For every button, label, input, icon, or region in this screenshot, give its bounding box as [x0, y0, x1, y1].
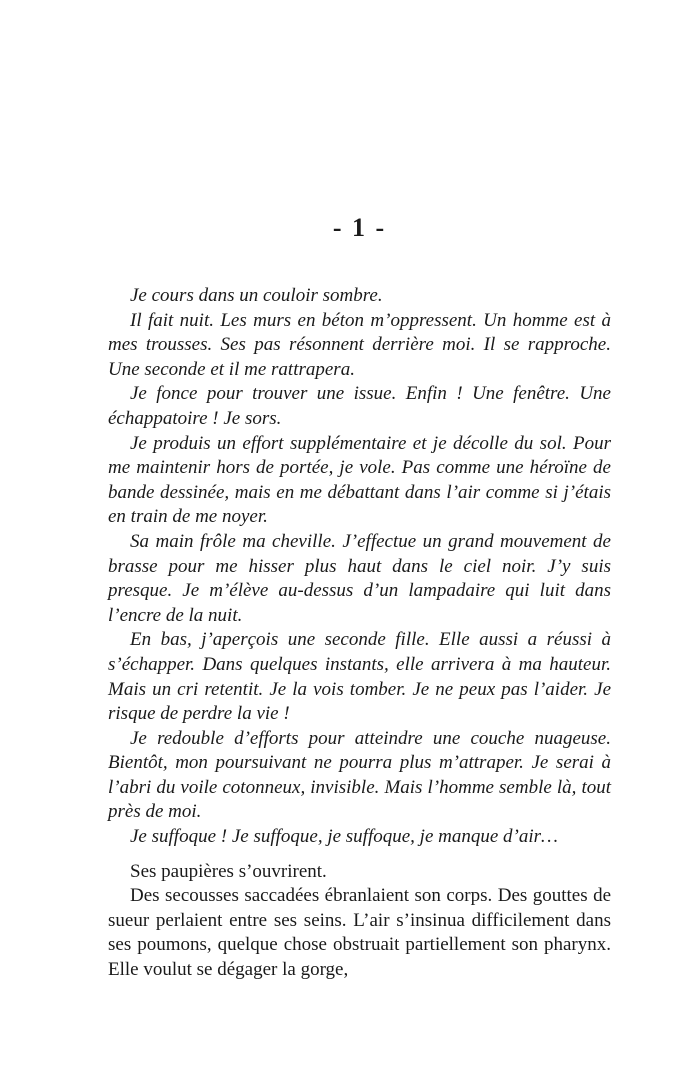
dream-paragraph: Sa main frôle ma cheville. J’effectue un grand mouvement de brasse pour me hisser plus haut dans le ciel noir. J’y suis presque. Je m’élève au-dessus d’un lampadaire qui luit dans l’encre de la nuit. [108, 530, 611, 626]
dream-paragraph: Je suffoque ! Je suffoque, je suffoque, je manque d’air… [130, 826, 558, 848]
dream-paragraph: Je fonce pour trouver une issue. Enfin ! Une fenêtre. Une échappatoire ! Je sors. [108, 383, 611, 429]
dream-sequence [108, 284, 611, 850]
narrative-paragraph: Des secousses saccadées ébranlaient son corps. Des gouttes de sueur perlaient entre ses seins. L’air s’insinua difficilement dans ses poumons, quelque chose obstruait partiellement son pharynx. Elle voulut se dégager la gorge, [108, 885, 611, 981]
dream-paragraph: En bas, j’aperçois une seconde fille. Elle aussi a réussi à s’échapper. Dans quelques instants, elle arrivera à ma hauteur. Mais un cri retentit. Je la vois tomber. Je ne peux pas l’aider. Je risque de perdre la vie ! [108, 629, 611, 725]
dream-paragraph: Je produis un effort supplémentaire et je décolle du sol. Pour me maintenir hors de portée, je vole. Pas comme une héroïne de bande dessinée, mais en me débattant dans l’air comme si j’étais en train de me noyer. [108, 432, 611, 528]
book-page [108, 0, 611, 1080]
dream-paragraph: Je redouble d’efforts pour atteindre une couche nuageuse. Bientôt, mon poursuivant ne pourra plus m’attraper. Je serai à l’abri du voile cotonneux, invisible. Mais l’homme semble là, tout près de moi. [108, 727, 611, 823]
chapter-body [108, 284, 611, 983]
chapter-heading: - 1 - [332, 213, 387, 242]
dream-paragraph: Je cours dans un couloir sombre. [130, 285, 383, 306]
dream-paragraph: Il fait nuit. Les murs en béton m’oppressent. Un homme est à mes trousses. Ses pas résonnent derrière moi. Il se rapproche. Une seconde et il me rattrapera. [108, 309, 611, 380]
narrative-section [108, 860, 611, 983]
narrative-paragraph: Ses paupières s’ouvrirent. [130, 860, 327, 882]
